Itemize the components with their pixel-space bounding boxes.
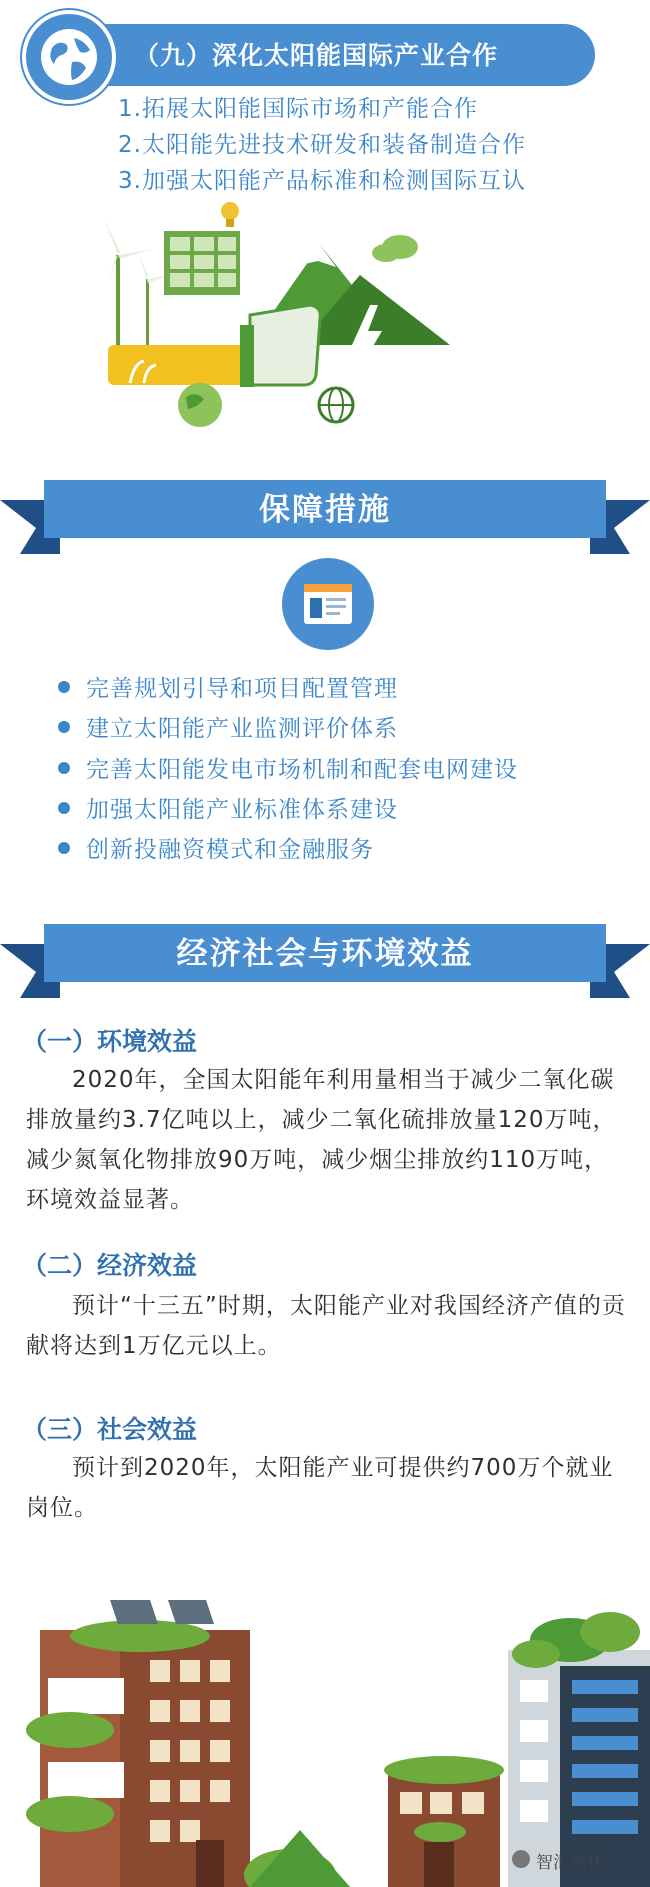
- bullet-dot: [58, 802, 70, 814]
- watermark: 智汇光伏: [536, 1853, 604, 1873]
- env-heading: （一）环境效益: [22, 1027, 198, 1056]
- measures-item-2: 建立太阳能产业监测评价体系: [86, 716, 398, 742]
- measures-item-5: 创新投融资模式和金融服务: [86, 837, 374, 863]
- bullet-dot: [58, 721, 70, 733]
- section9-item-2: 2.太阳能先进技术研发和装备制造合作: [118, 132, 526, 158]
- wechat-icon: [512, 1850, 530, 1868]
- social-heading: （三）社会效益: [22, 1415, 198, 1444]
- env-paragraph: 2020年，全国太阳能年利用量相当于减少二氧化碳排放量约3.7亿吨以上，减少二氧化硫排放量120万吨，减少氮氧化物排放90万吨，减少烟尘排放约110万吨，环境效益显著。: [26, 1067, 617, 1213]
- section9-item-3: 3.加强太阳能产品标准和检测国际互认: [118, 168, 526, 194]
- measures-item-4: 加强太阳能产业标准体系建设: [86, 797, 398, 823]
- bullet-dot: [58, 842, 70, 854]
- section9-item-1: 1.拓展太阳能国际市场和产能合作: [118, 96, 478, 122]
- econ-paragraph: 预计“十三五”时期，太阳能产业对我国经济产值的贡献将达到1万亿元以上。: [26, 1293, 626, 1359]
- document-icon: [282, 558, 374, 650]
- benefits-title: 经济社会与环境效益: [176, 936, 474, 972]
- social-paragraph: 预计到2020年，太阳能产业可提供约700万个就业岗位。: [26, 1455, 614, 1521]
- bullet-dot: [58, 762, 70, 774]
- econ-heading: （二）经济效益: [22, 1251, 198, 1280]
- renewable-energy-illustration: [100, 195, 460, 435]
- section9-title: （九）深化太阳能国际产业合作: [134, 41, 499, 70]
- measures-item-3: 完善太阳能发电市场机制和配套电网建设: [86, 757, 518, 783]
- bullet-dot: [58, 681, 70, 693]
- globe-icon: [22, 10, 116, 104]
- measures-title: 保障措施: [259, 492, 391, 528]
- green-city-illustration: [0, 1570, 650, 1887]
- measures-item-1: 完善规划引导和项目配置管理: [86, 676, 398, 702]
